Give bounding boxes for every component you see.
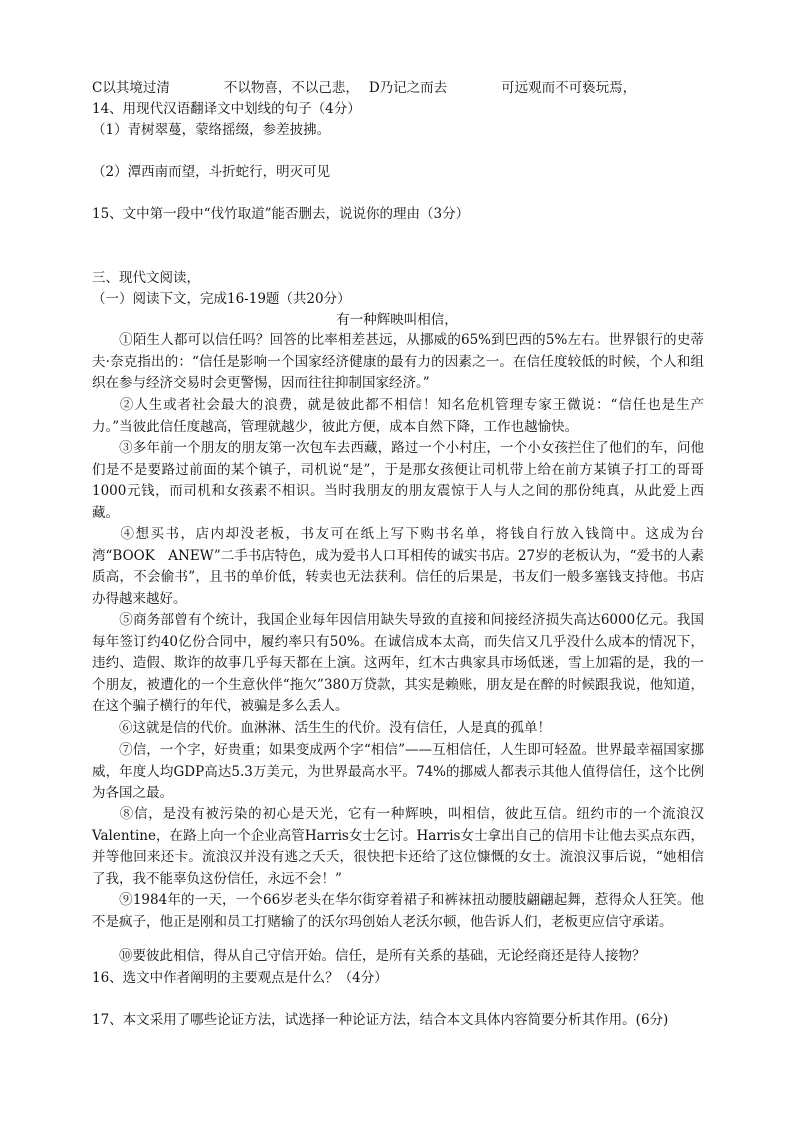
question-14: 14、用现代汉语翻译文中划线的句子（4分） xyxy=(92,101,361,117)
paragraph-8: ⑧信，是没有被污染的初心是天光，它有一种辉映，叫相信，彼此互信。纽约市的一个流浪汉Valentine，在路上向一个企业高管Harris女士乞讨。Harris女士拿出自己的信用卡让他去买点东西，并等他回来还卡。流浪汉并没有逃之夭夭，很快把卡还给了这位慷慨的女士。流浪汉事后说，“她相信了我，我不能辜负这份信任，永远不会！” xyxy=(92,806,704,887)
paragraph-10: ⑩要彼此相信，得从自己守信开始。信任，是所有关系的基础，无论经商还是待人接物？ xyxy=(119,948,646,964)
subsection-heading: （一）阅读下文，完成16-19题（共20分） xyxy=(92,291,351,307)
option-d: D乃记之而去 xyxy=(368,80,448,96)
section-heading: 三、现代文阅读， xyxy=(92,270,200,286)
paragraph-5: ⑤商务部曾有个统计，我国企业每年因信用缺失导致的直接和间接经济损失高达6000亿元。我国每年签订约40亿份合同中，履约率只有50%。在诚信成本太高，而失信又几乎没什么成本的情况下，违约、造假、欺诈的故事几乎每天都在上演。这两年，红木古典家具市场低迷，雪上加霜的是，我的一个朋友，被遭化的一个生意伙伴“拖欠”380万贷款，其实是赖账，朋友是在醉的时候跟我说，他知道，在这个骗子横行的年代，被骗是多么丢人。 xyxy=(92,612,704,714)
paragraph-9: ⑨1984年的一天，一个66岁老头在华尔街穿着裙子和裤袜扭动腰肢翩翩起舞，惹得众人狂笑。他不是疯子，他正是刚和员工打赌输了的沃尔玛创始人老沃尔顿，他告诉人们，老板更应信守承诺。 xyxy=(92,892,704,930)
question-16: 16、选文中作者阐明的主要观点是什么？（4分） xyxy=(92,970,388,986)
question-14-sentence-2: （2）潭西南而望，斗折蛇行，明灭可见 xyxy=(92,164,331,180)
option-c-extra: 不以物喜，不以己悲， xyxy=(223,80,359,96)
article-title: 有一种辉映叫相信， xyxy=(336,312,458,328)
option-d-extra: 可远观而不可亵玩焉， xyxy=(501,80,637,96)
paragraph-1: ①陌生人都可以信任吗？回答的比率相差甚远，从挪威的65%到巴西的5%左右。世界银行的史蒂夫·奈克指出的：“信任是影响一个国家经济健康的最有力的因素之一。在信任度较低的时候，个人和组织在参与经济交易时会更警惕，因而往往抑制国家经济。” xyxy=(92,332,704,391)
question-14-sentence-1: （1）青树翠蔓，蒙络摇缀，参差披拂。 xyxy=(92,122,331,138)
paragraph-7: ⑦信，一个字，好贵重；如果变成两个字“相信”——互相信任，人生即可轻盈。世界最幸福国家挪威，年度人均GDP高达5.3万美元，为世界最高水平。74%的挪威人都表示其他人值得信任，这个比例为各国之最。 xyxy=(92,742,704,801)
paragraph-2: ②人生或者社会最大的浪费，就是彼此都不相信！知名危机管理专家王微说：“信任也是生产力。”当彼此信任度越高，管理就越少，彼此方便，成本自然下降，工作也越愉快。 xyxy=(92,397,704,435)
question-17: 17、本文采用了哪些论证方法，试选择一种论证方法，结合本文具体内容简要分析其作用。(6分) xyxy=(92,1012,669,1028)
paragraph-3: ③多年前一个朋友的朋友第一次包车去西藏，路过一个小村庄，一个小女孩拦住了他们的车，问他们是不是要路过前面的某个镇子，司机说“是”，于是那女孩便让司机带上给在前方某镇子打工的哥哥1000元钱，而司机和女孩素不相识。当时我朋友的朋友震惊于人与人之间的那份纯真，从此爱上西藏。 xyxy=(92,440,704,521)
question-15: 15、文中第一段中“伐竹取道”能否删去，说说你的理由（3分） xyxy=(92,206,470,222)
option-c: C以其境过清 xyxy=(92,80,170,96)
options-line xyxy=(92,78,636,98)
paragraph-6: ⑥这就是信的代价。血淋淋、活生生的代价。没有信任，人是真的孤单！ xyxy=(119,720,551,736)
paragraph-4: ④想买书，店内却没老板，书友可在纸上写下购书名单，将钱自行放入钱筒中。这成为台湾“BOOK ANEW”二手书店特色，成为爱书人口耳相传的诚实书店。27岁的老板认为，“爱书的人素质高，不会偷书”，且书的单价低，转卖也无法获利。信任的后果是，书友们一般多塞钱支持他。书店办得越来越好。 xyxy=(92,526,704,607)
